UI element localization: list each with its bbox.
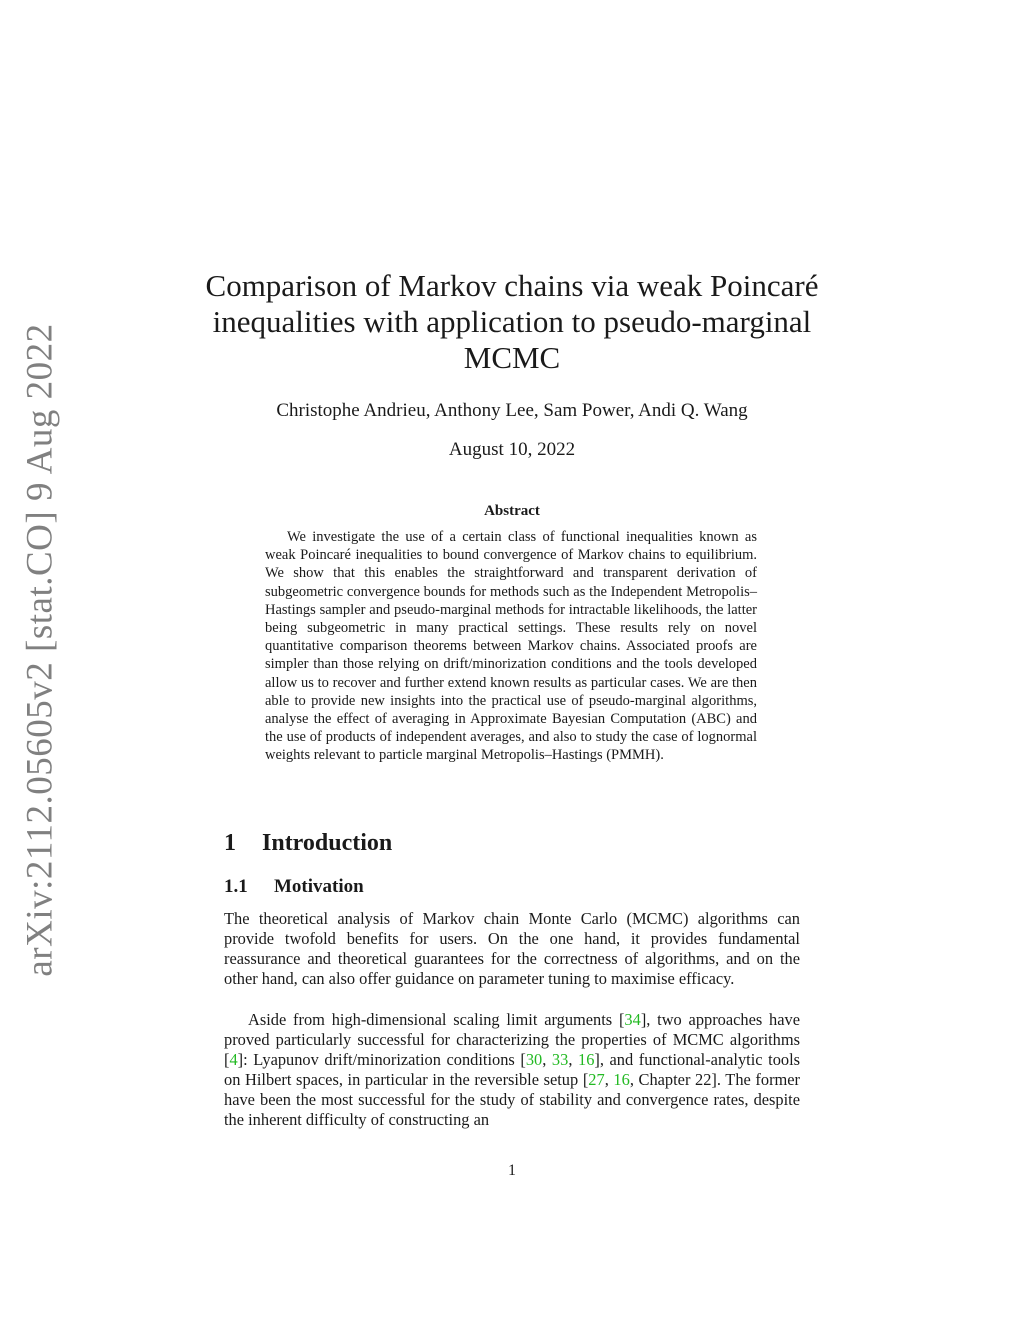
abstract-text: We investigate the use of a certain class of functional inequalities known as weak Poincaré inequalities to bound convergence of Markov chains to equilibrium. We show that this enables the straightforward and transparent derivation of subgeometric convergence bounds for methods such as the Independent Metropolis–Hastings sampler and pseudo-marginal methods for intractable likelihoods, the latter being subgeometric in many practical settings. These results rely on novel quantitative comparison theorems between Markov chains. Associated proofs are simpler than those relying on drift/minorization conditions and the tools developed allow us to recover and further extend known results as particular cases. We are then able to provide new insights into the practical use of pseudo-marginal algorithms, analyse the effect of averaging in Approximate Bayesian Computation (ABC) and the use of products of independent averages, and also to study the case of lognormal weights relevant to particle marginal Metropolis–Hastings (PMMH). bbox=[265, 529, 757, 764]
citation-link-4[interactable]: 4 bbox=[229, 1050, 238, 1069]
citation-separator: , bbox=[604, 1070, 614, 1089]
subsection-number: 1.1 bbox=[224, 876, 248, 897]
title-line-2: inequalities with application to pseudo-marginal bbox=[212, 304, 812, 339]
arxiv-identifier-text: arXiv:2112.05605v2 [stat.CO] 9 Aug 2022 bbox=[19, 323, 61, 977]
subsection-heading-motivation bbox=[224, 876, 364, 898]
paragraph-text: Aside from high-dimensional scaling limit arguments [ bbox=[248, 1010, 625, 1029]
intro-paragraph-2 bbox=[224, 1010, 800, 1130]
author-list: Christophe Andrieu, Anthony Lee, Sam Power, Andi Q. Wang bbox=[276, 400, 748, 421]
paragraph-text: ], two approaches have proved particularly successful for characterizing the properties of MCMC algorithms [ bbox=[224, 1010, 800, 1069]
citation-link-16[interactable]: 16 bbox=[578, 1050, 595, 1069]
paragraph-text: ], and functional-analytic tools on Hilbert spaces, in particular in the reversible setup [ bbox=[224, 1050, 801, 1089]
title-line-1: Comparison of Markov chains via weak Poincaré bbox=[205, 268, 819, 303]
paragraph-text: ]: Lyapunov drift/minorization conditions [ bbox=[237, 1050, 526, 1069]
abstract-heading: Abstract bbox=[484, 503, 540, 519]
intro-paragraph-1: The theoretical analysis of Markov chain Monte Carlo (MCMC) algorithms can provide twofold benefits for users. On the one hand, it provides fundamental reassurance and theoretical guarantees for the correctness of algorithms, and on the other hand, can also offer guidance on parameter tuning to maximise efficacy. bbox=[224, 909, 800, 988]
title-line-3: MCMC bbox=[463, 340, 561, 375]
subsection-title: Motivation bbox=[274, 876, 364, 897]
citation-separator: , bbox=[542, 1050, 552, 1069]
citation-link-27[interactable]: 27 bbox=[588, 1070, 605, 1089]
section-title: Introduction bbox=[262, 830, 393, 856]
paper-title bbox=[200, 268, 824, 376]
citation-link-34[interactable]: 34 bbox=[624, 1010, 641, 1029]
paragraph-text: , Chapter 22]. The former have been the most successful for the study of stability and convergence rates, despite the inherent difficulty of constructing an bbox=[224, 1070, 801, 1129]
paper-date: August 10, 2022 bbox=[448, 439, 576, 460]
page-number: 1 bbox=[508, 1162, 516, 1179]
citation-link-33[interactable]: 33 bbox=[551, 1050, 569, 1069]
citation-separator: , bbox=[568, 1050, 578, 1069]
citation-link-16[interactable]: 16 bbox=[613, 1070, 630, 1089]
citation-link-30[interactable]: 30 bbox=[525, 1050, 543, 1069]
arxiv-identifier-stamp bbox=[10, 323, 70, 977]
section-number: 1 bbox=[224, 830, 236, 856]
section-heading-introduction bbox=[224, 830, 392, 857]
